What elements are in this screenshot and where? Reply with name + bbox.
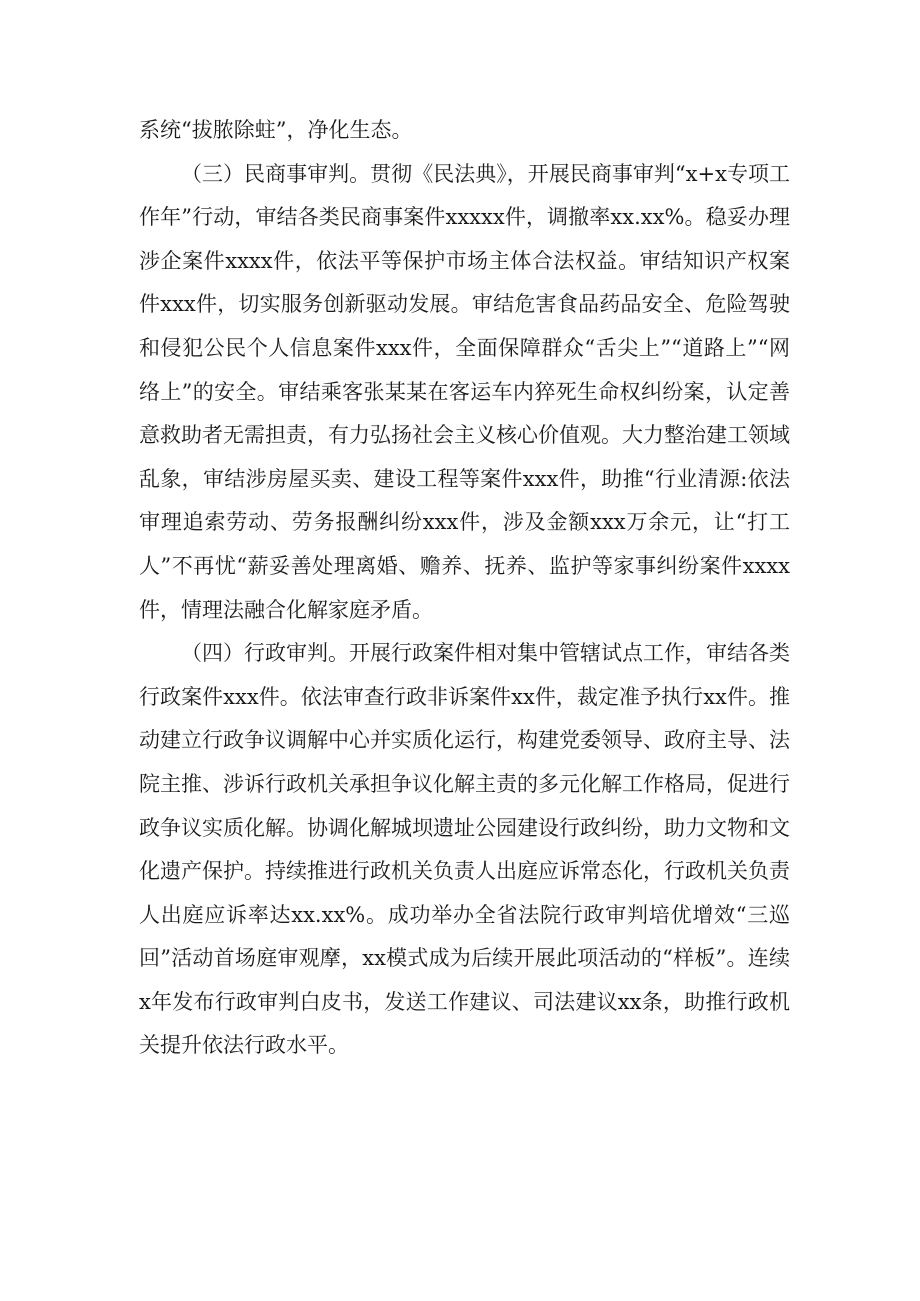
paragraph-continuation: 系统“拔脓除蛀”，净化生态。 bbox=[139, 118, 413, 142]
paragraph-administrative-trial: （四）行政审判。开展行政案件相对集中管辖试点工作，审结各类行政案件xxx件。依法审查行政非诉案件xx件，裁定准予执行xx件。推动建立行政争议调解中心并实质化运行，构建党委领导、政府主导、法院主推、涉诉行政机关承担争议化解主责的多元化解工作格局，促进行政争议实质化解。协调化解城坝遗址公园建设行政纠纷，助力文物和文化遗产保护。持续推进行政机关负责人出庭应诉常态化，行政机关负责人出庭应诉率达xx.xx%。成功举办全省法院行政审判培优增效“三巡回”活动首场庭审观摩，xx模式成为后续开展此项活动的“样板”。连续x年发布行政审判白皮书，发送工作建议、司法建议xx条，助推行政机关提升依法行政水平。 bbox=[139, 641, 790, 1058]
document-body bbox=[139, 109, 790, 1068]
paragraph-civil-commercial-trial: （三）民商事审判。贯彻《民法典》，开展民商事审判“x+x专项工作年”行动，审结各类民商事案件xxxxx件，调撤率xx.xx%。稳妥办理涉企案件xxxx件，依法平等保护市场主体合法权益。审结知识产权案件xxx件，切实服务创新驱动发展。审结危害食品药品安全、危险驾驶和侵犯公民个人信息案件xxx件，全面保障群众“舌尖上”“道路上”“网络上”的安全。审结乘客张某某在客运车内猝死生命权纠纷案，认定善意救助者无需担责，有力弘扬社会主义核心价值观。大力整治建工领域乱象，审结涉房屋买卖、建设工程等案件xxx件，助推“行业清源:依法审理追索劳动、劳务报酬纠纷xxx件，涉及金额xxx万余元，让“打工人”不再忧“薪妥善处理离婚、赡养、抚养、监护等家事纠纷案件xxxx件，情理法融合化解家庭矛盾。 bbox=[139, 161, 790, 622]
